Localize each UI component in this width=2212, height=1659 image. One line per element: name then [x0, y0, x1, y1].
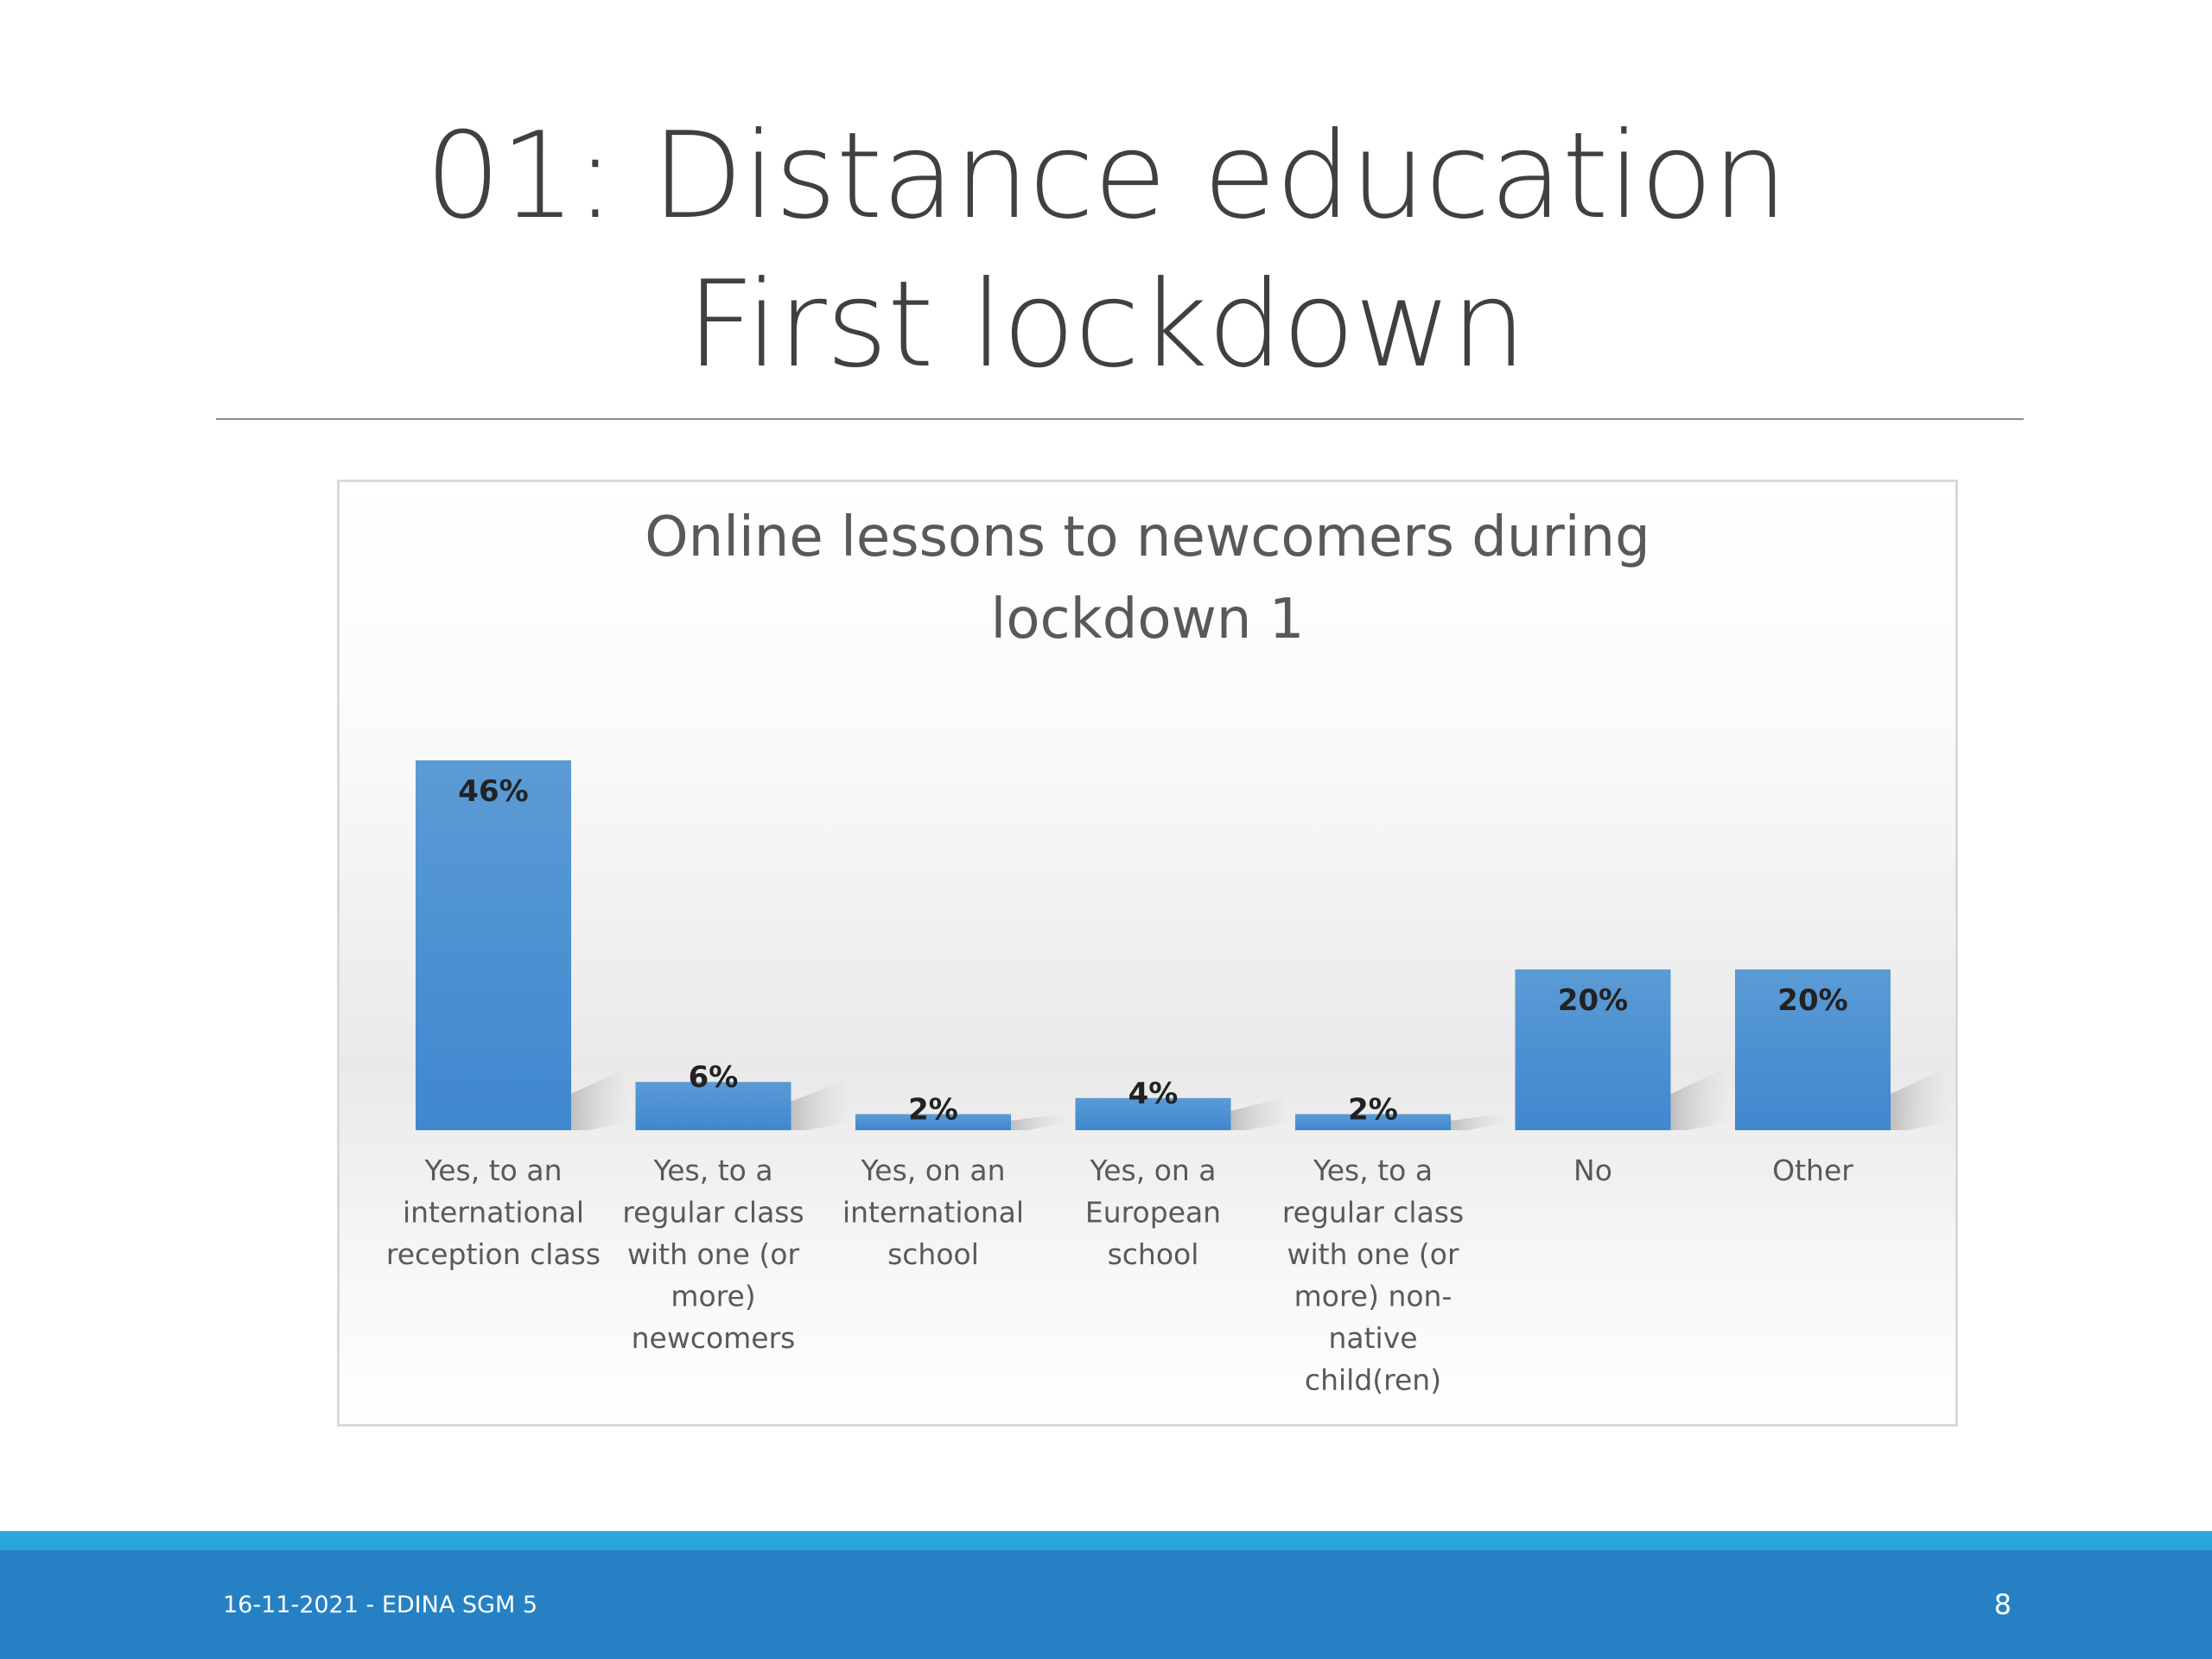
bar-1	[416, 760, 571, 1130]
category-label-5	[1282, 1154, 1464, 1397]
category-label-line: Yes, on an	[861, 1154, 1006, 1187]
category-label-line: international	[842, 1195, 1025, 1230]
data-label-6: 20%	[1557, 982, 1629, 1018]
slide-title-line-1: 01: Distance education	[425, 106, 1787, 245]
chart-title	[645, 505, 1649, 652]
slide-title	[0, 102, 2212, 399]
category-label-line: international	[402, 1195, 585, 1230]
category-label-line: child(ren)	[1304, 1363, 1442, 1397]
category-label-line: regular class	[622, 1195, 804, 1230]
category-label-line: No	[1573, 1154, 1612, 1187]
category-label-7	[1772, 1154, 1853, 1187]
bar-shadow	[791, 1082, 852, 1130]
category-label-line: reception class	[385, 1237, 601, 1271]
bar-shadow	[1891, 1070, 1951, 1130]
data-label-7: 20%	[1777, 982, 1848, 1018]
category-label-line: Yes, to a	[653, 1154, 773, 1187]
category-label-line: with one (or	[626, 1237, 800, 1271]
category-label-line: Yes, to a	[1313, 1154, 1433, 1187]
chart-title-line-2: lockdown 1	[990, 588, 1305, 652]
title-divider	[216, 418, 2024, 420]
bar-shadow	[1671, 1070, 1732, 1130]
category-label-line: school	[887, 1237, 979, 1271]
footer-date-event: 16-11-2021 - EDINA SGM 5	[223, 1592, 537, 1618]
data-label-2: 6%	[688, 1060, 739, 1096]
bar-shadow	[1011, 1114, 1071, 1130]
category-labels	[386, 1154, 1853, 1397]
category-label-line: Yes, to an	[424, 1154, 563, 1187]
chart-frame	[337, 480, 1958, 1427]
category-label-6	[1573, 1154, 1612, 1187]
slide-title-line-2: First lockdown	[686, 255, 1526, 394]
category-label-line: native	[1328, 1321, 1418, 1355]
data-label-5: 2%	[1348, 1092, 1398, 1128]
category-label-line: school	[1107, 1237, 1199, 1271]
bar-shadow	[1451, 1114, 1511, 1130]
page-number: 8	[1993, 1588, 2012, 1621]
bar-shadow	[1231, 1098, 1292, 1130]
data-label-3: 2%	[908, 1092, 958, 1128]
category-label-line: Yes, on a	[1090, 1154, 1217, 1187]
data-label-4: 4%	[1128, 1076, 1179, 1111]
category-label-2	[622, 1154, 804, 1355]
data-label-1: 46%	[458, 774, 529, 809]
category-label-line: European	[1084, 1195, 1222, 1230]
category-label-line: with one (or	[1287, 1237, 1459, 1271]
category-label-line: regular class	[1281, 1195, 1465, 1230]
category-label-line: Other	[1772, 1154, 1853, 1187]
bars	[416, 760, 1891, 1130]
bar-shadow	[571, 1070, 632, 1130]
category-label-line: more) non-	[1294, 1279, 1452, 1313]
category-label-line: newcomers	[631, 1321, 796, 1355]
category-label-4	[1085, 1154, 1221, 1271]
category-label-1	[386, 1154, 601, 1271]
footer-accent-stripe	[0, 1531, 2212, 1550]
chart-title-line-1: Online lessons to newcomers during	[645, 505, 1650, 569]
bar-chart	[340, 482, 1955, 1424]
category-label-3	[842, 1154, 1024, 1271]
category-label-line: more)	[671, 1279, 756, 1313]
